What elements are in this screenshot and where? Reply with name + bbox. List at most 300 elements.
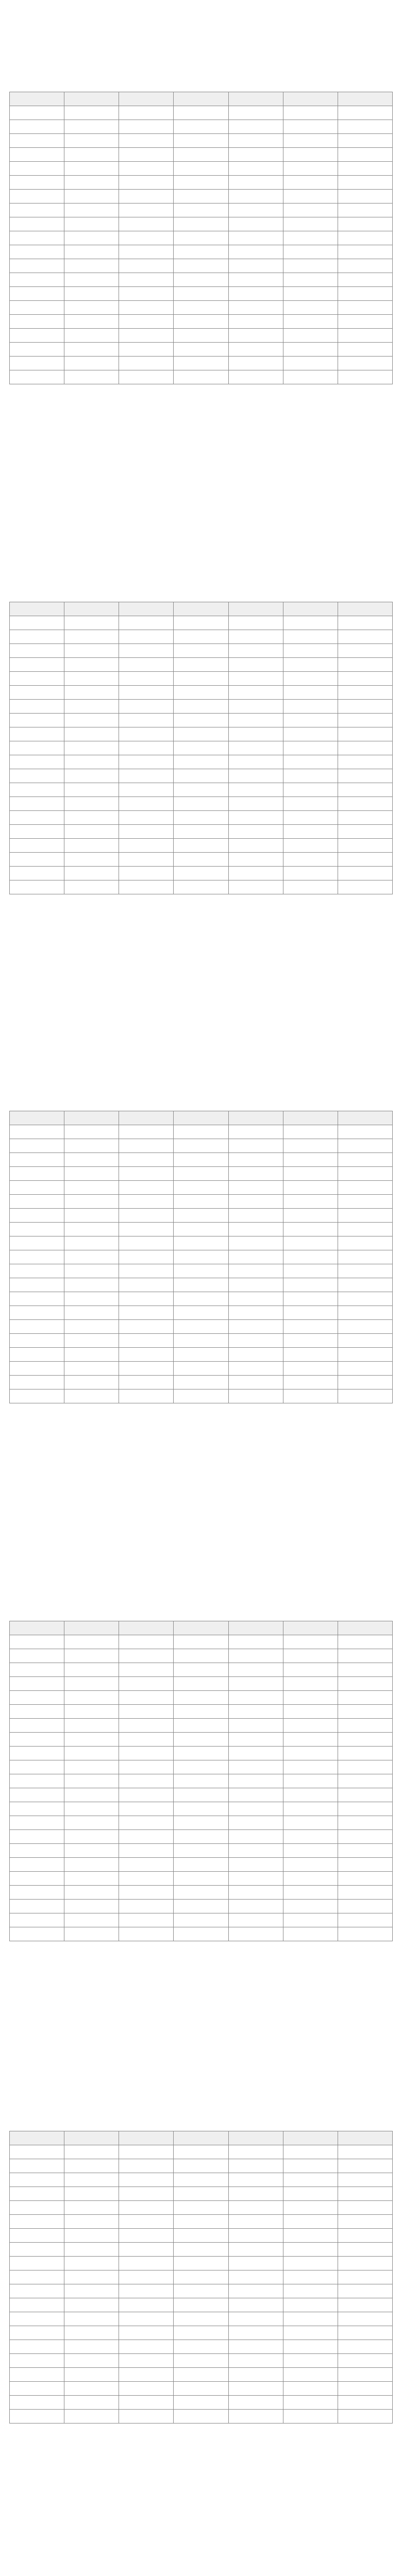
table-cell bbox=[338, 616, 392, 630]
table-cell bbox=[119, 2298, 174, 2312]
table-row bbox=[10, 1278, 393, 1292]
table-cell bbox=[10, 120, 64, 134]
table-row bbox=[10, 162, 393, 176]
table-cell bbox=[119, 1278, 174, 1292]
table-cell bbox=[64, 1362, 119, 1376]
table-cell bbox=[64, 1195, 119, 1209]
table-cell bbox=[10, 190, 64, 204]
table-cell bbox=[64, 1250, 119, 1264]
table-row bbox=[10, 259, 393, 273]
table-cell bbox=[283, 1278, 338, 1292]
table-cell bbox=[228, 231, 283, 245]
table-row bbox=[10, 148, 393, 162]
table-cell bbox=[64, 1691, 119, 1705]
table-cell bbox=[64, 1320, 119, 1334]
table-cell bbox=[174, 1663, 228, 1677]
table-cell bbox=[119, 343, 174, 357]
table-cell bbox=[228, 1125, 283, 1139]
table-cell bbox=[338, 1663, 392, 1677]
table-cell bbox=[283, 190, 338, 204]
table-cell bbox=[228, 120, 283, 134]
table-cell bbox=[119, 1264, 174, 1278]
table-cell bbox=[283, 2257, 338, 2270]
table-row bbox=[10, 176, 393, 190]
column-header bbox=[10, 92, 64, 106]
table-cell bbox=[338, 162, 392, 176]
table-cell bbox=[283, 2243, 338, 2257]
table-cell bbox=[338, 1250, 392, 1264]
table-cell bbox=[10, 1844, 64, 1858]
table-cell bbox=[338, 190, 392, 204]
table-cell bbox=[64, 2340, 119, 2354]
table-cell bbox=[283, 741, 338, 755]
table-cell bbox=[338, 2187, 392, 2201]
table-cell bbox=[228, 2354, 283, 2368]
table-cell bbox=[10, 839, 64, 853]
table-cell bbox=[119, 1306, 174, 1320]
column-header bbox=[174, 602, 228, 616]
table-cell bbox=[119, 2410, 174, 2424]
table-cell bbox=[174, 148, 228, 162]
table-cell bbox=[10, 2257, 64, 2270]
table-cell bbox=[283, 1760, 338, 1774]
table-cell bbox=[119, 2312, 174, 2326]
table-cell bbox=[10, 1348, 64, 1362]
table-cell bbox=[64, 1844, 119, 1858]
table-row bbox=[10, 1389, 393, 1403]
table-cell bbox=[174, 1760, 228, 1774]
table-cell bbox=[119, 357, 174, 370]
table-cell bbox=[10, 2410, 64, 2424]
table-cell bbox=[338, 2173, 392, 2187]
table-cell bbox=[119, 1334, 174, 1348]
table-cell bbox=[119, 1209, 174, 1223]
table-cell bbox=[64, 2368, 119, 2382]
table-cell bbox=[174, 2243, 228, 2257]
table-cell bbox=[338, 1167, 392, 1181]
table-cell bbox=[174, 162, 228, 176]
table-cell bbox=[338, 245, 392, 259]
table-cell bbox=[283, 2215, 338, 2229]
table-cell bbox=[10, 329, 64, 343]
table-cell bbox=[119, 1747, 174, 1760]
table-cell bbox=[338, 1774, 392, 1788]
table-cell bbox=[64, 1125, 119, 1139]
table-cell bbox=[174, 1306, 228, 1320]
table-row bbox=[10, 2312, 393, 2326]
table-cell bbox=[64, 1306, 119, 1320]
table-cell bbox=[283, 1376, 338, 1389]
column-header bbox=[174, 2131, 228, 2145]
table-cell bbox=[283, 644, 338, 658]
roster-section bbox=[9, 2115, 393, 2424]
table-cell bbox=[10, 273, 64, 287]
table-cell bbox=[228, 2159, 283, 2173]
table-cell bbox=[338, 1788, 392, 1802]
table-cell bbox=[338, 1747, 392, 1760]
table-cell bbox=[228, 1292, 283, 1306]
table-cell bbox=[119, 1913, 174, 1927]
table-cell bbox=[228, 190, 283, 204]
table-cell bbox=[338, 797, 392, 811]
table-cell bbox=[119, 2382, 174, 2396]
table-cell bbox=[338, 839, 392, 853]
table-row bbox=[10, 1376, 393, 1389]
column-header bbox=[64, 2131, 119, 2145]
table-cell bbox=[10, 797, 64, 811]
table-cell bbox=[228, 714, 283, 727]
table-cell bbox=[228, 176, 283, 190]
column-header bbox=[228, 2131, 283, 2145]
table-cell bbox=[174, 2382, 228, 2396]
table-cell bbox=[64, 2257, 119, 2270]
table-row bbox=[10, 2229, 393, 2243]
table-cell bbox=[64, 1913, 119, 1927]
table-cell bbox=[10, 204, 64, 217]
table-cell bbox=[338, 1913, 392, 1927]
table-cell bbox=[283, 783, 338, 797]
table-cell bbox=[228, 1278, 283, 1292]
table-cell bbox=[283, 1886, 338, 1900]
table-cell bbox=[119, 686, 174, 700]
table-cell bbox=[174, 1278, 228, 1292]
table-row bbox=[10, 1900, 393, 1913]
column-header bbox=[119, 602, 174, 616]
table-cell bbox=[119, 1774, 174, 1788]
table-cell bbox=[119, 176, 174, 190]
table-cell bbox=[283, 1292, 338, 1306]
table-row bbox=[10, 630, 393, 644]
table-cell bbox=[119, 1362, 174, 1376]
roster-section bbox=[9, 586, 393, 894]
table-cell bbox=[174, 2270, 228, 2284]
table-cell bbox=[10, 1167, 64, 1181]
table-cell bbox=[119, 2368, 174, 2382]
table-cell bbox=[283, 1153, 338, 1167]
table-cell bbox=[119, 727, 174, 741]
table-cell bbox=[338, 630, 392, 644]
table-cell bbox=[174, 1649, 228, 1663]
table-cell bbox=[174, 176, 228, 190]
table-cell bbox=[10, 1195, 64, 1209]
table-row bbox=[10, 2326, 393, 2340]
table-row bbox=[10, 1181, 393, 1195]
table-cell bbox=[283, 162, 338, 176]
table-cell bbox=[119, 741, 174, 755]
table-cell bbox=[228, 1858, 283, 1872]
table-cell bbox=[10, 1719, 64, 1733]
table-cell bbox=[228, 811, 283, 825]
table-cell bbox=[174, 190, 228, 204]
table-cell bbox=[64, 1788, 119, 1802]
table-cell bbox=[64, 1139, 119, 1153]
table-row bbox=[10, 1236, 393, 1250]
table-cell bbox=[228, 1705, 283, 1719]
table-row bbox=[10, 755, 393, 769]
column-header bbox=[228, 602, 283, 616]
table-cell bbox=[228, 741, 283, 755]
table-cell bbox=[64, 1830, 119, 1844]
table-cell bbox=[10, 106, 64, 120]
table-cell bbox=[283, 148, 338, 162]
table-cell bbox=[283, 2354, 338, 2368]
column-header bbox=[338, 1621, 392, 1635]
section-heading bbox=[9, 1095, 393, 1107]
table-header-row bbox=[10, 92, 393, 106]
table-cell bbox=[174, 1223, 228, 1236]
table-cell bbox=[228, 755, 283, 769]
table-cell bbox=[228, 2284, 283, 2298]
table-cell bbox=[228, 315, 283, 329]
table-cell bbox=[338, 2340, 392, 2354]
table-cell bbox=[119, 1733, 174, 1747]
table-cell bbox=[283, 120, 338, 134]
table-cell bbox=[283, 658, 338, 672]
table-cell bbox=[228, 880, 283, 894]
table-cell bbox=[119, 2215, 174, 2229]
table-cell bbox=[338, 1677, 392, 1691]
table-cell bbox=[10, 1264, 64, 1278]
table-cell bbox=[338, 1649, 392, 1663]
table-cell bbox=[228, 672, 283, 686]
table-row bbox=[10, 1223, 393, 1236]
table-cell bbox=[338, 357, 392, 370]
table-cell bbox=[119, 797, 174, 811]
section-heading bbox=[9, 1605, 393, 1617]
table-cell bbox=[174, 2410, 228, 2424]
table-cell bbox=[283, 2326, 338, 2340]
table-row bbox=[10, 106, 393, 120]
table-cell bbox=[174, 1334, 228, 1348]
table-cell bbox=[228, 1733, 283, 1747]
column-header bbox=[174, 1621, 228, 1635]
column-header bbox=[10, 2131, 64, 2145]
table-cell bbox=[174, 2298, 228, 2312]
table-cell bbox=[283, 2229, 338, 2243]
table-cell bbox=[228, 769, 283, 783]
table-cell bbox=[64, 287, 119, 301]
table-cell bbox=[338, 853, 392, 867]
table-cell bbox=[338, 1209, 392, 1223]
table-row bbox=[10, 1348, 393, 1362]
table-cell bbox=[119, 1376, 174, 1389]
table-cell bbox=[338, 2326, 392, 2340]
table-cell bbox=[283, 616, 338, 630]
table-row bbox=[10, 120, 393, 134]
table-cell bbox=[64, 1900, 119, 1913]
table-row bbox=[10, 1635, 393, 1649]
roster-section bbox=[9, 1605, 393, 1941]
table-cell bbox=[338, 644, 392, 658]
table-cell bbox=[283, 1195, 338, 1209]
table-cell bbox=[228, 839, 283, 853]
table-cell bbox=[228, 1167, 283, 1181]
table-cell bbox=[283, 727, 338, 741]
table-cell bbox=[174, 329, 228, 343]
table-cell bbox=[119, 1760, 174, 1774]
table-cell bbox=[64, 259, 119, 273]
table-cell bbox=[283, 1802, 338, 1816]
table-cell bbox=[283, 1844, 338, 1858]
table-cell bbox=[283, 2396, 338, 2410]
table-cell bbox=[10, 867, 64, 880]
table-cell bbox=[228, 2243, 283, 2257]
table-cell bbox=[174, 2326, 228, 2340]
table-row bbox=[10, 1913, 393, 1927]
table-cell bbox=[228, 329, 283, 343]
table-cell bbox=[64, 825, 119, 839]
table-cell bbox=[10, 2326, 64, 2340]
table-row bbox=[10, 1153, 393, 1167]
table-cell bbox=[228, 106, 283, 120]
table-cell bbox=[64, 301, 119, 315]
table-cell bbox=[338, 301, 392, 315]
table-cell bbox=[10, 1139, 64, 1153]
table-cell bbox=[10, 630, 64, 644]
table-cell bbox=[10, 1376, 64, 1389]
table-cell bbox=[119, 370, 174, 384]
table-cell bbox=[64, 2396, 119, 2410]
table-cell bbox=[64, 1292, 119, 1306]
table-cell bbox=[338, 106, 392, 120]
table-cell bbox=[283, 176, 338, 190]
table-cell bbox=[283, 1719, 338, 1733]
table-cell bbox=[228, 1320, 283, 1334]
table-cell bbox=[10, 2187, 64, 2201]
table-cell bbox=[64, 2326, 119, 2340]
table-cell bbox=[228, 727, 283, 741]
table-row bbox=[10, 2368, 393, 2382]
table-cell bbox=[283, 2340, 338, 2354]
table-cell bbox=[64, 148, 119, 162]
table-cell bbox=[119, 2229, 174, 2243]
table-cell bbox=[228, 2368, 283, 2382]
table-cell bbox=[283, 1649, 338, 1663]
table-cell bbox=[119, 1236, 174, 1250]
table-cell bbox=[10, 259, 64, 273]
table-cell bbox=[338, 2229, 392, 2243]
table-cell bbox=[228, 1139, 283, 1153]
table-cell bbox=[119, 880, 174, 894]
table-cell bbox=[10, 2173, 64, 2187]
table-cell bbox=[10, 1635, 64, 1649]
table-cell bbox=[119, 1872, 174, 1886]
table-cell bbox=[10, 1663, 64, 1677]
table-cell bbox=[10, 1705, 64, 1719]
table-row bbox=[10, 714, 393, 727]
table-cell bbox=[119, 616, 174, 630]
table-row bbox=[10, 2396, 393, 2410]
table-cell bbox=[338, 2257, 392, 2270]
table-cell bbox=[10, 1830, 64, 1844]
table-cell bbox=[338, 2201, 392, 2215]
column-header bbox=[338, 1111, 392, 1125]
table-cell bbox=[64, 2173, 119, 2187]
table-cell bbox=[228, 1209, 283, 1223]
table-cell bbox=[119, 1635, 174, 1649]
table-cell bbox=[10, 245, 64, 259]
table-cell bbox=[174, 1719, 228, 1733]
table-cell bbox=[10, 2243, 64, 2257]
table-cell bbox=[119, 867, 174, 880]
table-cell bbox=[228, 1649, 283, 1663]
table-cell bbox=[10, 727, 64, 741]
table-cell bbox=[174, 867, 228, 880]
table-cell bbox=[64, 315, 119, 329]
table-cell bbox=[228, 1181, 283, 1195]
table-cell bbox=[174, 741, 228, 755]
table-cell bbox=[119, 1139, 174, 1153]
table-cell bbox=[10, 1733, 64, 1747]
table-cell bbox=[283, 880, 338, 894]
table-cell bbox=[10, 880, 64, 894]
table-cell bbox=[10, 811, 64, 825]
table-cell bbox=[174, 1747, 228, 1760]
table-cell bbox=[228, 148, 283, 162]
table-row bbox=[10, 672, 393, 686]
table-cell bbox=[228, 2326, 283, 2340]
column-header bbox=[228, 1621, 283, 1635]
table-cell bbox=[174, 1886, 228, 1900]
table-cell bbox=[119, 1153, 174, 1167]
table-row bbox=[10, 2257, 393, 2270]
column-header bbox=[64, 92, 119, 106]
table-row bbox=[10, 190, 393, 204]
table-cell bbox=[283, 1705, 338, 1719]
table-cell bbox=[119, 2159, 174, 2173]
table-cell bbox=[338, 741, 392, 755]
column-header bbox=[119, 2131, 174, 2145]
table-row bbox=[10, 1264, 393, 1278]
table-cell bbox=[338, 1181, 392, 1195]
table-cell bbox=[174, 686, 228, 700]
table-cell bbox=[338, 231, 392, 245]
table-row bbox=[10, 1802, 393, 1816]
table-cell bbox=[64, 1181, 119, 1195]
table-cell bbox=[338, 1278, 392, 1292]
table-cell bbox=[119, 106, 174, 120]
table-cell bbox=[10, 287, 64, 301]
table-row bbox=[10, 1830, 393, 1844]
table-cell bbox=[64, 714, 119, 727]
table-row bbox=[10, 357, 393, 370]
table-cell bbox=[228, 2396, 283, 2410]
table-cell bbox=[10, 1872, 64, 1886]
table-cell bbox=[64, 2354, 119, 2368]
table-row bbox=[10, 1362, 393, 1376]
table-cell bbox=[338, 755, 392, 769]
table-cell bbox=[228, 2229, 283, 2243]
table-row bbox=[10, 853, 393, 867]
table-cell bbox=[283, 1691, 338, 1705]
table-row bbox=[10, 825, 393, 839]
table-cell bbox=[338, 2382, 392, 2396]
column-header bbox=[64, 1111, 119, 1125]
table-cell bbox=[228, 1913, 283, 1927]
table-cell bbox=[338, 176, 392, 190]
table-cell bbox=[119, 1927, 174, 1941]
table-cell bbox=[228, 700, 283, 714]
table-row bbox=[10, 1691, 393, 1705]
table-cell bbox=[10, 1900, 64, 1913]
table-cell bbox=[119, 329, 174, 343]
table-cell bbox=[10, 1691, 64, 1705]
table-cell bbox=[174, 1830, 228, 1844]
table-cell bbox=[228, 1830, 283, 1844]
table-row bbox=[10, 287, 393, 301]
column-header bbox=[283, 602, 338, 616]
table-cell bbox=[338, 1635, 392, 1649]
